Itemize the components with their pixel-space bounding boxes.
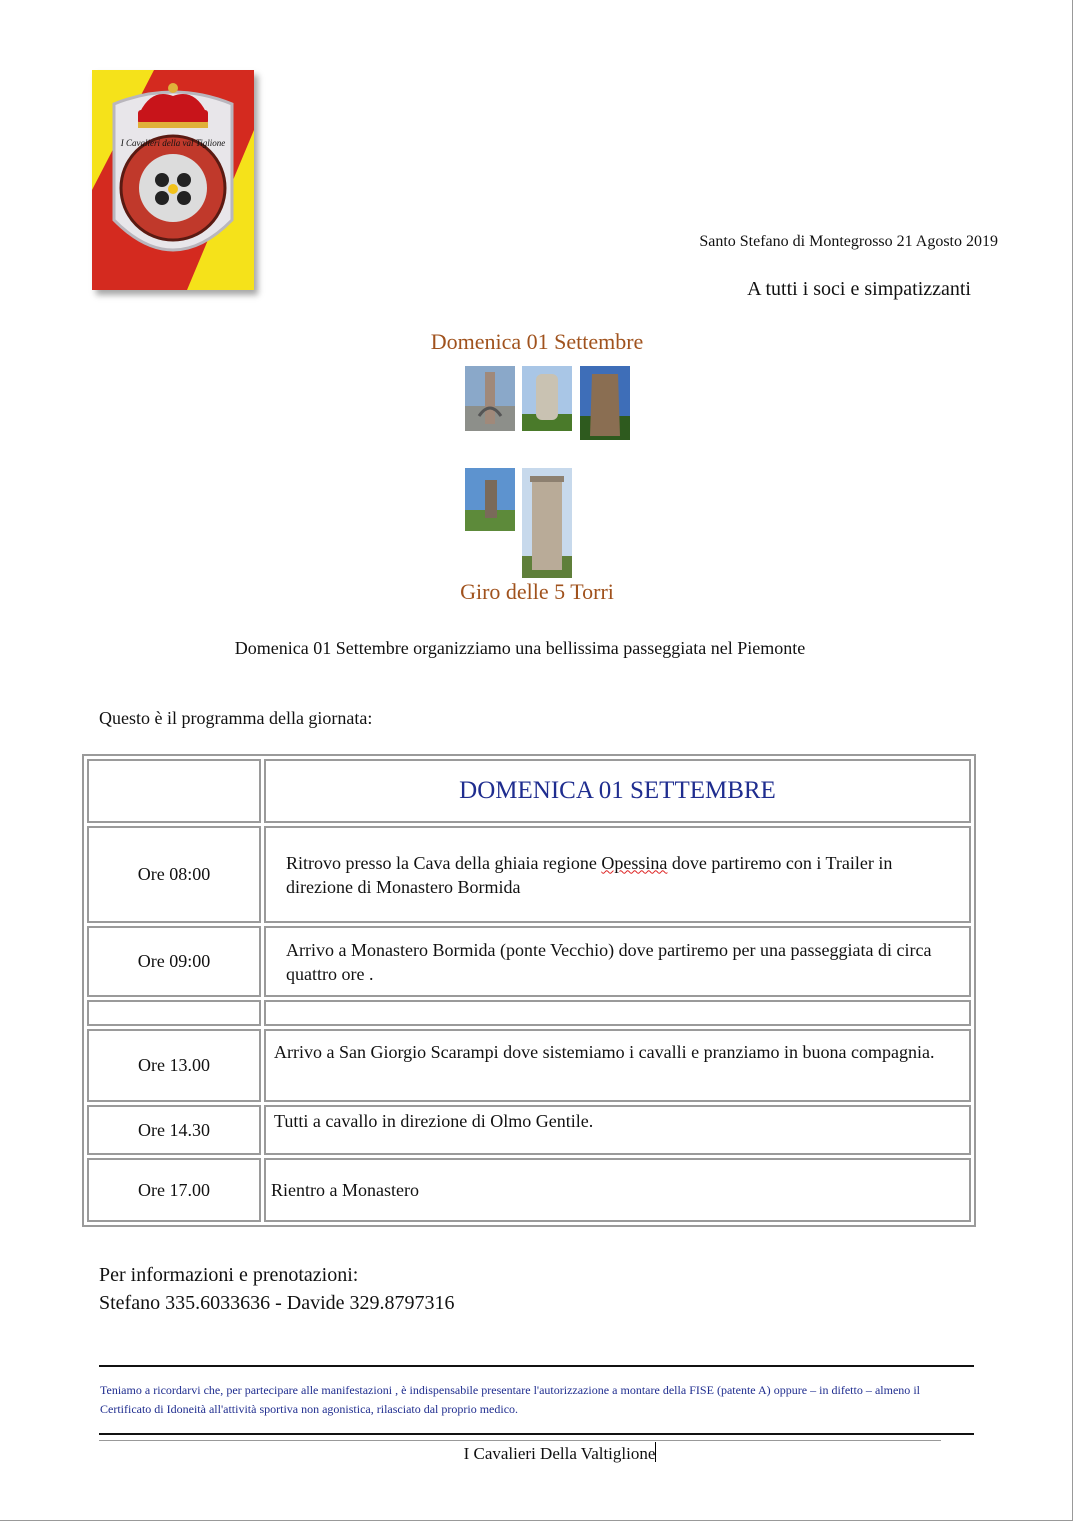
- description-cell: Arrivo a San Giorgio Scarampi dove sistemiamo i cavalli e pranziamo in buona compagnia.: [264, 1029, 971, 1102]
- footer-text: I Cavalieri Della Valtiglione: [463, 1444, 656, 1463]
- event-name-title: Giro delle 5 Torri: [460, 579, 614, 604]
- time-cell: Ore 17.00: [87, 1158, 261, 1222]
- tower-photo-2: [522, 366, 572, 431]
- table-header-row: [87, 759, 971, 823]
- time-cell: Ore 13.00: [87, 1029, 261, 1102]
- logo-text: I Cavalieri della val Tiglione: [120, 138, 226, 148]
- divider: [99, 1365, 974, 1367]
- empty-cell: [264, 1000, 971, 1026]
- time-cell: Ore 08:00: [87, 826, 261, 923]
- spellcheck-flagged-word: Opessina: [601, 852, 668, 873]
- tower-photo-3: [580, 366, 630, 440]
- time-cell: Ore 14.30: [87, 1105, 261, 1155]
- programme-label: Questo è il programma della giornata:: [99, 708, 373, 728]
- description-cell: Arrivo a Monastero Bormida (ponte Vecchio) dove partiremo per una passeggiata di circa quattro ore .: [264, 926, 971, 997]
- day-header: DOMENICA 01 SETTEMBRE: [264, 759, 971, 823]
- schedule-table: [82, 754, 976, 1227]
- fise-note: Teniamo a ricordarvi che, per partecipare alle manifestazioni , è indispensabile presentare l'autorizzazione a montare della FISE (patente A) oppure – in difetto – almeno il Certificato di Idoneità all'attività sportiva non agonistica, rilasciato dal proprio medico.: [100, 1383, 920, 1416]
- place-date: Santo Stefano di Montegrosso 21 Agosto 2019: [699, 233, 998, 250]
- table-spacer-row: [87, 1000, 971, 1026]
- table-row: [87, 1029, 971, 1102]
- tower-photo-1: [465, 366, 515, 431]
- table-row: [87, 1105, 971, 1155]
- tower-photo-4: [465, 468, 515, 531]
- table-row: [87, 926, 971, 997]
- table-row: [87, 826, 971, 923]
- divider: [99, 1433, 974, 1435]
- event-date-title: Domenica 01 Settembre: [430, 329, 644, 354]
- time-cell: Ore 09:00: [87, 926, 261, 997]
- greeting: A tutti i soci e simpatizzanti: [747, 278, 971, 300]
- description-cell: Rientro a Monastero: [264, 1158, 971, 1222]
- empty-cell: [87, 1000, 261, 1026]
- contact-label: Per informazioni e prenotazioni:: [99, 1264, 359, 1286]
- footer[interactable]: [0, 1442, 1074, 1464]
- description-cell: Tutti a cavallo in direzione di Olmo Gentile.: [264, 1105, 971, 1155]
- club-logo: [92, 70, 254, 290]
- intro-text: Domenica 01 Settembre organizziamo una bellissima passeggiata nel Piemonte: [234, 638, 806, 658]
- contact-phones: Stefano 335.6033636 - Davide 329.8797316: [99, 1292, 455, 1314]
- tower-photo-5: [522, 468, 572, 578]
- description-cell: Ritrovo presso la Cava della ghiaia regione Opessina dove partiremo con i Trailer in direzione di Monastero Bormida: [264, 826, 971, 923]
- contact-block: [99, 1261, 455, 1317]
- table-row: [87, 1158, 971, 1222]
- table-header-empty-cell: [87, 759, 261, 823]
- text-cursor: [655, 1442, 656, 1462]
- divider: [99, 1440, 941, 1441]
